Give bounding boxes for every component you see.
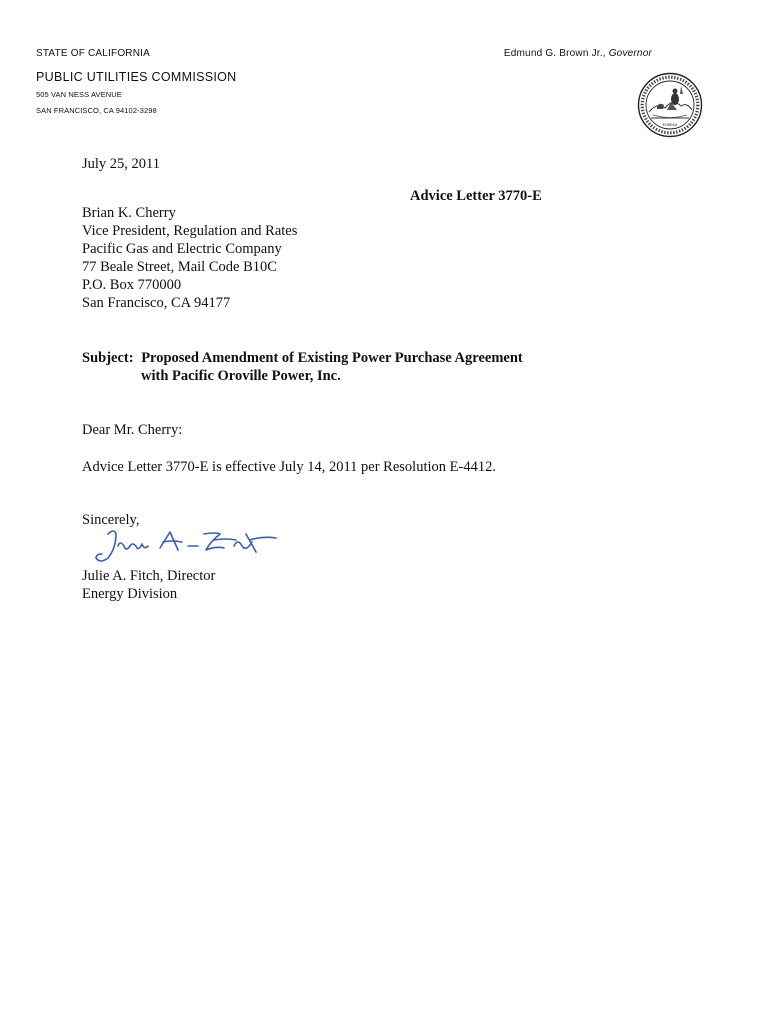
- state-label: STATE OF CALIFORNIA: [36, 48, 150, 59]
- recipient-line: San Francisco, CA 94177: [82, 295, 231, 311]
- governor-name: Edmund G. Brown Jr.,: [503, 48, 606, 59]
- recipient-line: P.O. Box 770000: [82, 277, 182, 293]
- recipient-line: Brian K. Cherry: [82, 205, 176, 221]
- governor-title: Governor: [608, 48, 652, 59]
- letter-body: Advice Letter 3770-E is effective July 14, 2011 per Resolution E-4412.: [82, 459, 496, 475]
- recipient-address: [82, 204, 297, 312]
- letter-date: July 25, 2011: [82, 156, 161, 172]
- subject-label: Subject:: [82, 350, 134, 366]
- subject-text-1: Proposed Amendment of Existing Power Purchase Agreement: [141, 350, 523, 366]
- agency-street: 505 VAN NESS AVENUE: [36, 90, 122, 99]
- subject-text-2: with Pacific Oroville Power, Inc.: [141, 368, 341, 384]
- advice-letter-reference: Advice Letter 3770-E: [410, 188, 542, 204]
- agency-name: PUBLIC UTILITIES COMMISSION: [36, 70, 237, 84]
- salutation: Dear Mr. Cherry:: [82, 422, 183, 438]
- recipient-line: Pacific Gas and Electric Company: [82, 241, 282, 257]
- signature-image: [86, 524, 286, 570]
- state-seal-icon: [637, 72, 703, 138]
- svg-text:EUREKA: EUREKA: [662, 123, 678, 127]
- signer-name: Julie A. Fitch, Director: [82, 568, 216, 584]
- subject-line: [82, 349, 523, 367]
- governor-line: [504, 48, 652, 59]
- agency-city: SAN FRANCISCO, CA 94102-3298: [36, 106, 157, 115]
- signer-department: Energy Division: [82, 586, 178, 602]
- closing: Sincerely,: [82, 512, 140, 528]
- recipient-line: 77 Beale Street, Mail Code B10C: [82, 259, 277, 275]
- recipient-line: Vice President, Regulation and Rates: [82, 223, 298, 239]
